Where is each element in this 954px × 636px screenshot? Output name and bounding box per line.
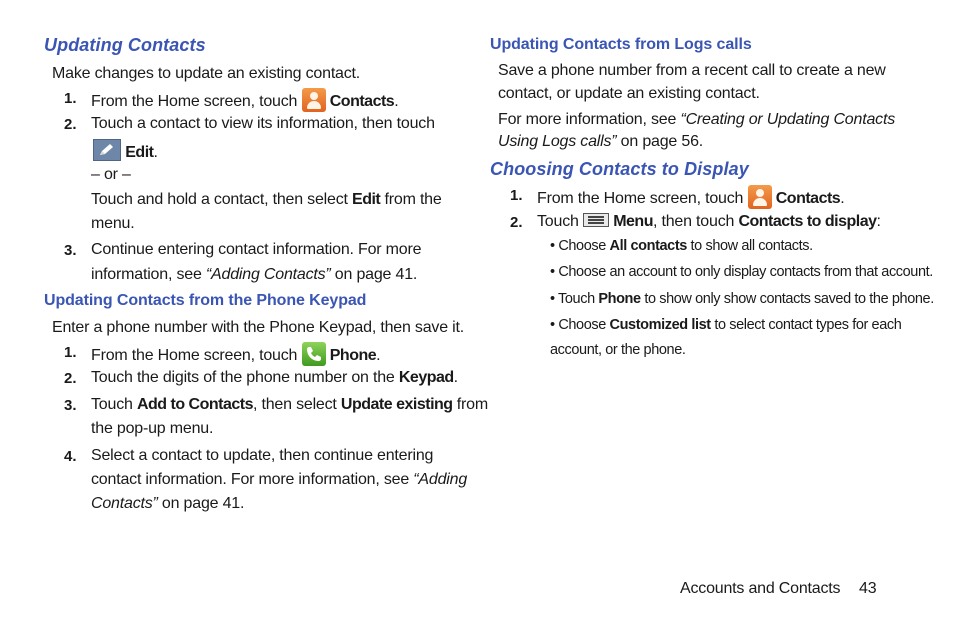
step-updating-2-line1: Touch a contact to view its information, then touch: [91, 115, 435, 132]
bullet-item-continuation: account, or the phone.: [550, 342, 686, 358]
or-separator: – or –: [91, 166, 131, 183]
section-title-keypad: Updating Contacts from the Phone Keypad: [44, 292, 367, 309]
bullet-bold: Customized list: [609, 317, 711, 333]
step-text: , then touch: [652, 213, 739, 230]
step-bold: Edit: [352, 191, 381, 208]
step-text: Touch and hold a contact, then select: [91, 191, 348, 208]
step-updating-3-line1: Continue entering contact information. For more: [91, 241, 422, 258]
alt-instruction-line2: menu.: [91, 215, 135, 232]
step-bold: Contacts: [775, 190, 841, 207]
updating-intro: Make changes to update an existing contact.: [52, 65, 361, 82]
step-bold: Add to Contacts: [136, 396, 253, 413]
step-text: Touch the digits of the phone number on the: [91, 369, 399, 386]
footer-section-name: Accounts and Contacts: [680, 580, 841, 597]
step-text: For more information, see: [498, 111, 681, 128]
keypad-intro: Enter a phone number with the Phone Keypad, then save it.: [52, 319, 464, 336]
alt-instruction-line1: [91, 190, 442, 210]
step-text: .: [153, 144, 158, 161]
step-number: 1.: [64, 344, 77, 361]
step-keypad-4-line1: Select a contact to update, then continue entering: [91, 447, 434, 464]
menu-icon: [583, 213, 609, 227]
bullet-item: • Touch Phone to show only show contacts saved to the phone.: [550, 291, 934, 307]
step-text: contact information. For more information, see: [91, 471, 414, 488]
logs-reference-line2: [498, 132, 703, 152]
step-text: From the Home screen, touch: [91, 347, 298, 364]
contacts-icon: [748, 185, 772, 209]
step-keypad-1: [91, 342, 380, 366]
step-bold: Keypad: [398, 369, 454, 386]
edit-icon: [93, 139, 121, 161]
step-text: Touch: [537, 213, 583, 230]
step-text: .: [394, 93, 399, 110]
step-display-1: [537, 185, 844, 209]
step-text: From the Home screen, touch: [91, 93, 298, 110]
step-keypad-2: [91, 368, 458, 388]
step-bold: Edit: [125, 144, 154, 161]
step-text: information, see: [91, 266, 206, 283]
cross-reference: Contacts”: [91, 495, 158, 512]
cross-reference: “Adding Contacts”: [205, 266, 331, 283]
bullet-text: Choose: [558, 317, 610, 333]
bullet-bold: All contacts: [609, 238, 687, 254]
step-text: from the: [380, 191, 442, 208]
bullet-text: Choose an account to only display contacts from that account.: [558, 264, 933, 280]
bullet-text: Touch: [558, 291, 599, 307]
bullet-item: • Choose All contacts to show all contacts.: [550, 238, 813, 254]
step-text: on page 41.: [157, 495, 245, 512]
step-text: .: [376, 347, 381, 364]
step-bold: Phone: [329, 347, 377, 364]
cross-reference: “Creating or Updating Contacts: [680, 111, 895, 128]
step-keypad-4-line2: [91, 470, 467, 490]
step-bold: Menu: [613, 213, 653, 230]
step-text: From the Home screen, touch: [537, 190, 744, 207]
step-updating-1: [91, 88, 398, 112]
step-number: 2.: [510, 214, 523, 231]
bullet-text: to select contact types for each: [710, 317, 902, 333]
bullet-item: • Choose Customized list to select contact types for each: [550, 317, 902, 333]
cross-reference: “Adding: [413, 471, 468, 488]
step-text: .: [453, 369, 458, 386]
step-updating-2-line2: [93, 139, 158, 163]
step-bold: Contacts to display: [738, 213, 877, 230]
step-text: .: [840, 190, 845, 207]
step-number: 3.: [64, 397, 77, 414]
step-number: 2.: [64, 370, 77, 387]
bullet-text: to show only show contacts saved to the phone.: [640, 291, 934, 307]
step-text: on page 41.: [330, 266, 418, 283]
section-title-updating-contacts: Updating Contacts: [44, 35, 206, 55]
step-number: 4.: [64, 448, 77, 465]
section-title-logs: Updating Contacts from Logs calls: [490, 36, 752, 53]
step-bold: Contacts: [329, 93, 395, 110]
step-number: 3.: [64, 242, 77, 259]
step-number: 2.: [64, 116, 77, 133]
step-updating-3-line2: [91, 265, 417, 285]
step-display-2: [537, 212, 881, 232]
step-text: on page 56.: [616, 133, 704, 150]
bullet-item: • Choose an account to only display contacts from that account.: [550, 264, 933, 280]
bullet-bold: Phone: [598, 291, 641, 307]
bullet-text: Choose: [558, 238, 610, 254]
step-text: Touch: [91, 396, 137, 413]
phone-icon: [302, 342, 326, 366]
logs-paragraph-line2: contact, or update an existing contact.: [498, 85, 760, 102]
step-keypad-4-line3: [91, 494, 244, 514]
step-bold: Update existing: [340, 396, 453, 413]
step-text: , then select: [253, 396, 341, 413]
step-number: 1.: [510, 187, 523, 204]
page-number: 43: [859, 580, 877, 597]
bullet-text: to show all contacts.: [686, 238, 813, 254]
contacts-icon: [302, 88, 326, 112]
step-text: :: [876, 213, 881, 230]
step-text: from: [452, 396, 489, 413]
step-keypad-3-line2: the pop-up menu.: [91, 420, 214, 437]
logs-reference-line1: [498, 110, 895, 130]
logs-paragraph-line1: Save a phone number from a recent call to create a new: [498, 62, 886, 79]
section-title-display: Choosing Contacts to Display: [490, 159, 749, 179]
cross-reference: Using Logs calls”: [498, 133, 617, 150]
step-number: 1.: [64, 90, 77, 107]
step-keypad-3-line1: [91, 395, 488, 415]
